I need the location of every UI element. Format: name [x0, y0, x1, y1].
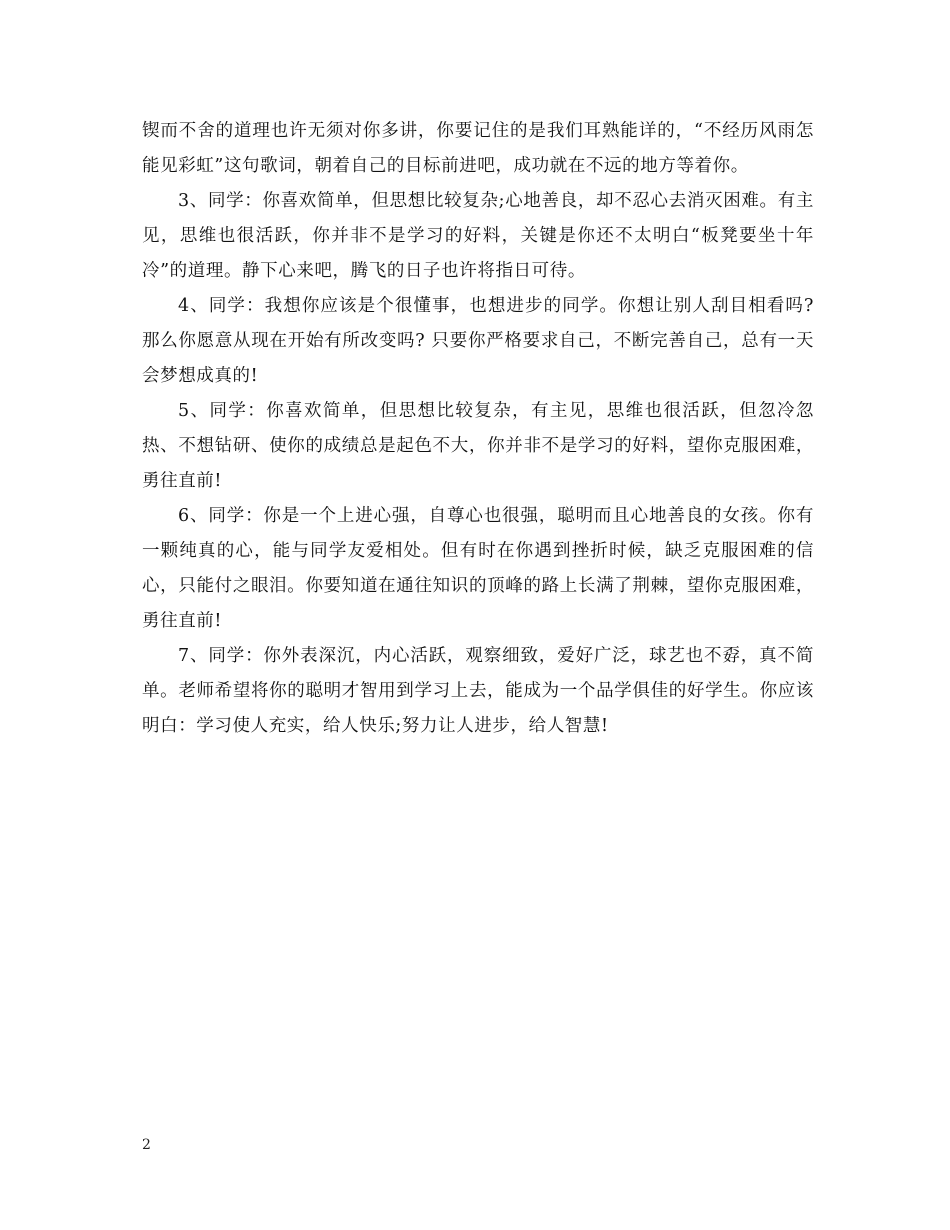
paragraph-comment-6: 6、同学：你是一个上进心强，自尊心也很强，聪明而且心地善良的女孩。你有一颗纯真的心，能与同学友爱相处。但有时在你遇到挫折时候，缺乏克服困难的信心，只能付之眼泪。你要知道在通往知识的顶峰的路上长满了荆棘，望你克服困难，勇往直前! [142, 506, 814, 631]
paragraph-comment-7: 7、同学：你外表深沉，内心活跃，观察细致，爱好广泛，球艺也不孬，真不简单。老师希望将你的聪明才智用到学习上去，能成为一个品学俱佳的好学生。你应该明白：学习使人充实，给人快乐;努力让人进步，给人智慧! [142, 646, 814, 736]
document-body [142, 114, 814, 744]
paragraph-comment-3: 3、同学：你喜欢简单，但思想比较复杂;心地善良，却不忍心去消灭困难。有主见，思维也很活跃，你并非不是学习的好料，关键是你还不太明白“板凳要坐十年冷”的道理。静下心来吧，腾飞的日子也许将指日可待。 [142, 191, 814, 281]
paragraph-comment-5: 5、同学：你喜欢简单，但思想比较复杂，有主见，思维也很活跃，但忽冷忽热、不想钻研、使你的成绩总是起色不大，你并非不是学习的好料，望你克服困难，勇往直前! [142, 401, 814, 491]
paragraph-continuation: 锲而不舍的道理也许无须对你多讲，你要记住的是我们耳熟能详的，“不经历风雨怎能见彩虹”这句歌词，朝着自己的目标前进吧，成功就在不远的地方等着你。 [142, 121, 814, 176]
paragraph-comment-4: 4、同学：我想你应该是个很懂事，也想进步的同学。你想让别人刮目相看吗?那么你愿意从现在开始有所改变吗? 只要你严格要求自己，不断完善自己，总有一天会梦想成真的! [142, 296, 814, 386]
page-number: 2 [142, 1137, 151, 1153]
